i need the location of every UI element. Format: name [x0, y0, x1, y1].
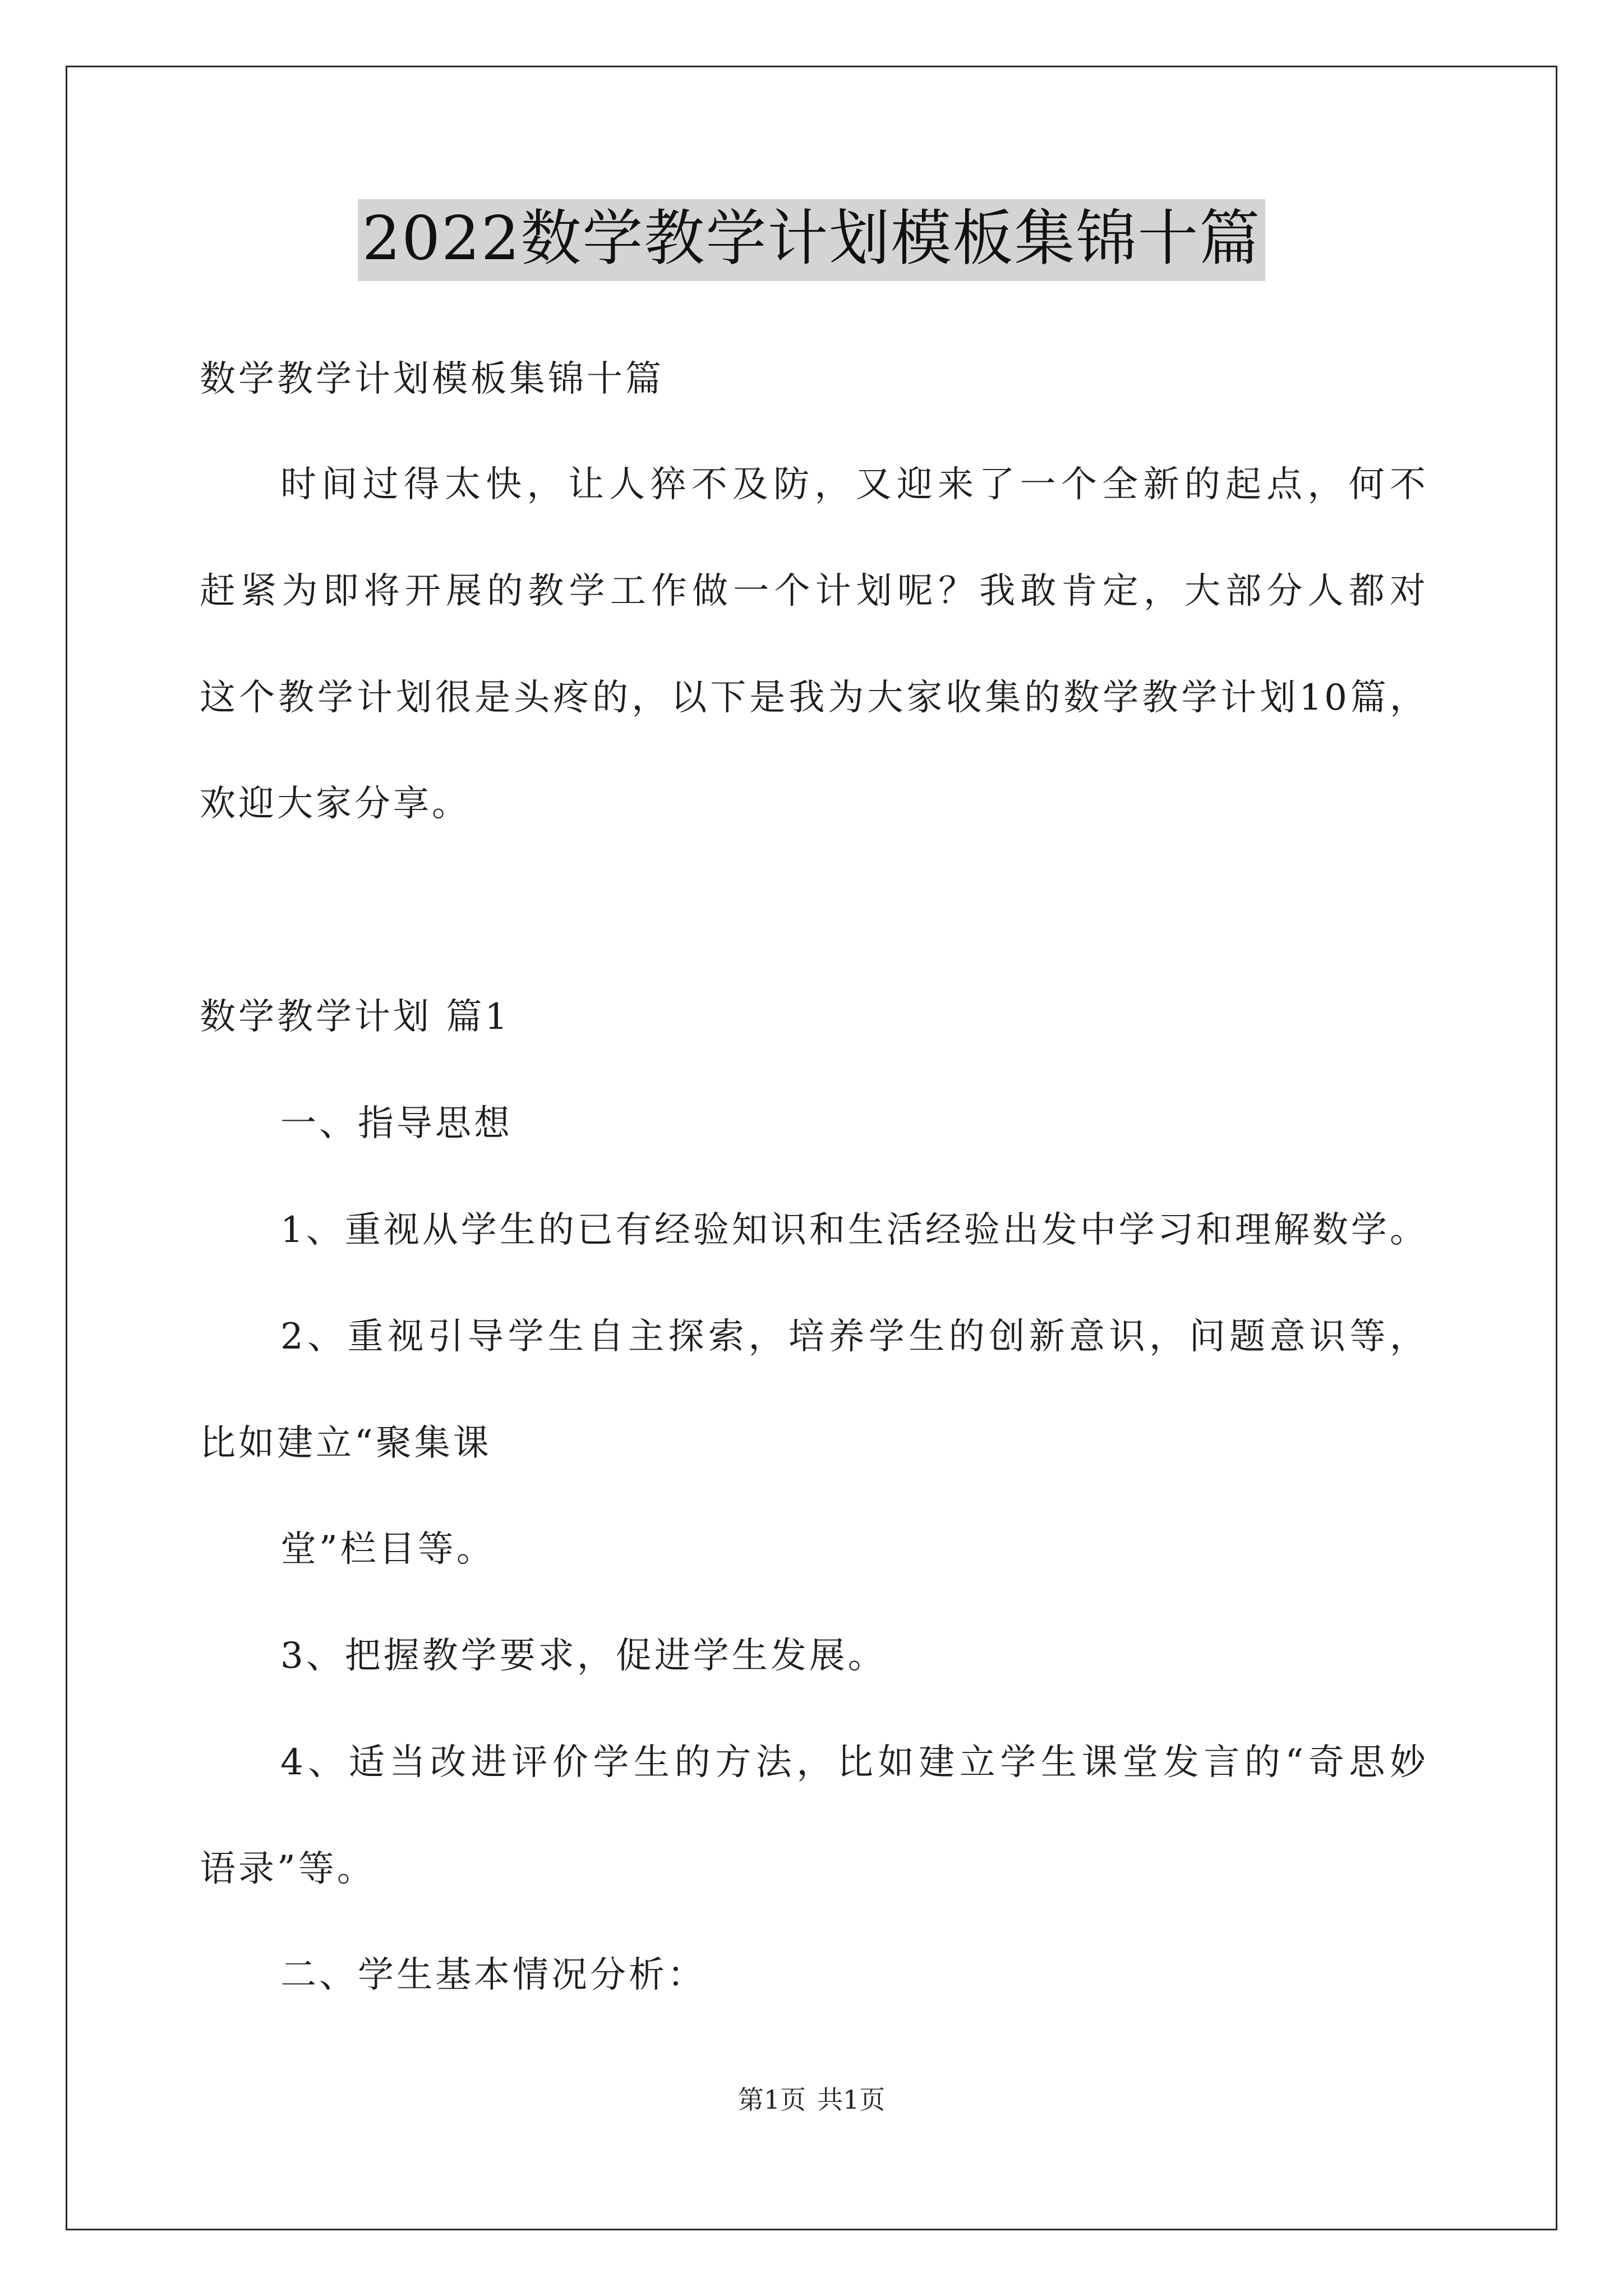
page-number-total: 共1页 [817, 2085, 886, 2115]
document-subtitle: 数学教学计划模板集锦十篇 [200, 358, 664, 400]
item-2-line-3: 堂”栏目等。 [280, 1529, 495, 1570]
title-container [0, 199, 1623, 281]
item-2-line-1: 2、重视引导学生自主探索，培养学生的创新意识，问题意识等， [280, 1316, 1428, 1358]
part2-heading: 二、学生基本情况分析： [280, 1954, 706, 1996]
intro-line-2: 赶紧为即将开展的教学工作做一个计划呢？我敢肯定，大部分人都对 [200, 570, 1428, 612]
item-4-line-2: 语录”等。 [200, 1848, 376, 1890]
intro-line-4: 欢迎大家分享。 [200, 783, 471, 825]
page-number-current: 第1页 [737, 2085, 806, 2115]
item-4-line-1: 4、适当改进评价学生的方法，比如建立学生课堂发言的“奇思妙 [280, 1742, 1428, 1783]
intro-line-3: 这个教学计划很是头疼的，以下是我为大家收集的数学教学计划10篇， [200, 677, 1428, 719]
item-1: 1、重视从学生的已有经验知识和生活经验出发中学习和理解数学。 [280, 1209, 1428, 1251]
document-title: 2022数学教学计划模板集锦十篇 [358, 199, 1266, 281]
item-3: 3、把握教学要求，促进学生发展。 [280, 1635, 887, 1677]
item-2-line-2: 比如建立“聚集课 [200, 1423, 492, 1464]
page-footer [0, 2083, 1623, 2116]
part1-heading: 一、指导思想 [280, 1103, 513, 1144]
intro-line-1: 时间过得太快，让人猝不及防，又迎来了一个全新的起点，何不 [280, 464, 1428, 505]
section-heading: 数学教学计划 篇1 [200, 996, 511, 1038]
